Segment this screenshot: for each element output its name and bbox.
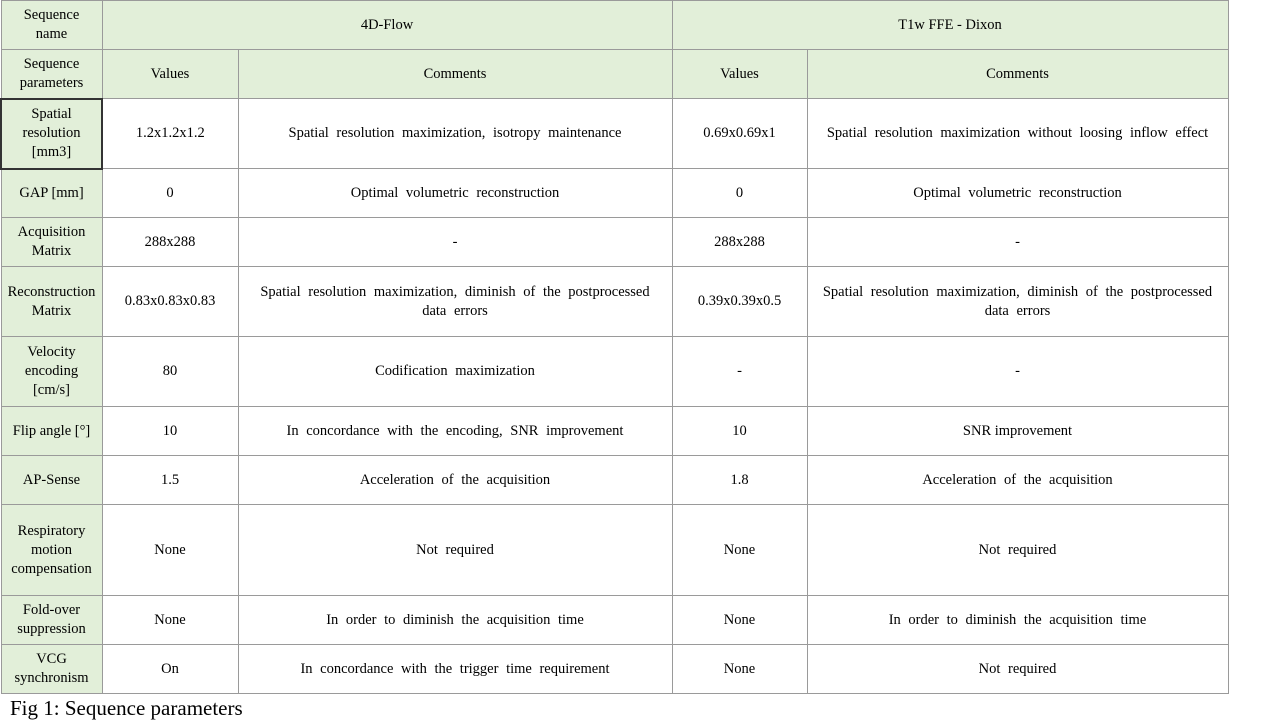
- header-row-groups: [1, 1, 1228, 50]
- flow-value-cell: None: [102, 505, 238, 596]
- row-label: VCG synchronism: [1, 645, 102, 694]
- dixon-comment-cell: SNR improvement: [807, 407, 1228, 456]
- group-header-4d-flow: 4D-Flow: [102, 1, 672, 50]
- flow-value-cell: None: [102, 596, 238, 645]
- dixon-comment-cell: Not required: [807, 505, 1228, 596]
- table-row: [1, 169, 1228, 218]
- dixon-comment-cell: Acceleration of the acquisition: [807, 456, 1228, 505]
- subheader-dixon-values: Values: [672, 50, 807, 99]
- figure-caption: Fig 1: Sequence parameters: [10, 696, 243, 720]
- flow-comment-cell: In order to diminish the acquisition time: [238, 596, 672, 645]
- row-label: GAP [mm]: [1, 169, 102, 218]
- dixon-comment-cell: -: [807, 337, 1228, 407]
- sequence-name-header: Sequence name: [1, 1, 102, 50]
- row-label: Acquisition Matrix: [1, 218, 102, 267]
- dixon-value-cell: 0.39x0.39x0.5: [672, 267, 807, 337]
- row-label: Flip angle [°]: [1, 407, 102, 456]
- flow-comment-cell: Acceleration of the acquisition: [238, 456, 672, 505]
- dixon-value-cell: 0: [672, 169, 807, 218]
- dixon-comment-cell: Spatial resolution maximization, diminish of the postprocessed data errors: [807, 267, 1228, 337]
- table-row: [1, 596, 1228, 645]
- header-row-subheaders: [1, 50, 1228, 99]
- group-header-t1w-dixon: T1w FFE - Dixon: [672, 1, 1228, 50]
- flow-comment-cell: -: [238, 218, 672, 267]
- table-row: [1, 218, 1228, 267]
- dixon-value-cell: None: [672, 505, 807, 596]
- flow-value-cell: 1.5: [102, 456, 238, 505]
- subheader-flow-comments: Comments: [238, 50, 672, 99]
- table-row: [1, 337, 1228, 407]
- dixon-value-cell: 288x288: [672, 218, 807, 267]
- dixon-comment-cell: Not required: [807, 645, 1228, 694]
- flow-comment-cell: Optimal volumetric reconstruction: [238, 169, 672, 218]
- dixon-comment-cell: In order to diminish the acquisition time: [807, 596, 1228, 645]
- flow-value-cell: 80: [102, 337, 238, 407]
- dixon-comment-cell: Optimal volumetric reconstruction: [807, 169, 1228, 218]
- flow-comment-cell: Spatial resolution maximization, diminish of the postprocessed data errors: [238, 267, 672, 337]
- row-label: Spatial resolution [mm3]: [1, 99, 102, 169]
- dixon-value-cell: None: [672, 596, 807, 645]
- flow-value-cell: 1.2x1.2x1.2: [102, 99, 238, 169]
- flow-value-cell: 10: [102, 407, 238, 456]
- flow-comment-cell: Spatial resolution maximization, isotropy maintenance: [238, 99, 672, 169]
- table-row: [1, 645, 1228, 694]
- flow-comment-cell: Not required: [238, 505, 672, 596]
- dixon-value-cell: -: [672, 337, 807, 407]
- dixon-comment-cell: Spatial resolution maximization without loosing inflow effect: [807, 99, 1228, 169]
- row-label: AP-Sense: [1, 456, 102, 505]
- flow-comment-cell: In concordance with the trigger time requirement: [238, 645, 672, 694]
- table-row: [1, 267, 1228, 337]
- dixon-value-cell: 10: [672, 407, 807, 456]
- dixon-value-cell: 0.69x0.69x1: [672, 99, 807, 169]
- dixon-value-cell: 1.8: [672, 456, 807, 505]
- row-label: Velocity encoding [cm/s]: [1, 337, 102, 407]
- table-row: [1, 407, 1228, 456]
- subheader-flow-values: Values: [102, 50, 238, 99]
- flow-comment-cell: In concordance with the encoding, SNR improvement: [238, 407, 672, 456]
- table-row: [1, 456, 1228, 505]
- flow-value-cell: On: [102, 645, 238, 694]
- row-label: Fold-over suppression: [1, 596, 102, 645]
- flow-value-cell: 0: [102, 169, 238, 218]
- flow-value-cell: 0.83x0.83x0.83: [102, 267, 238, 337]
- flow-comment-cell: Codification maximization: [238, 337, 672, 407]
- dixon-comment-cell: -: [807, 218, 1228, 267]
- flow-value-cell: 288x288: [102, 218, 238, 267]
- row-label: Reconstruction Matrix: [1, 267, 102, 337]
- sequence-parameters-header: Sequence parameters: [1, 50, 102, 99]
- dixon-value-cell: None: [672, 645, 807, 694]
- subheader-dixon-comments: Comments: [807, 50, 1228, 99]
- table-row: [1, 505, 1228, 596]
- table-row: [1, 99, 1228, 169]
- row-label: Respiratory motion compensation: [1, 505, 102, 596]
